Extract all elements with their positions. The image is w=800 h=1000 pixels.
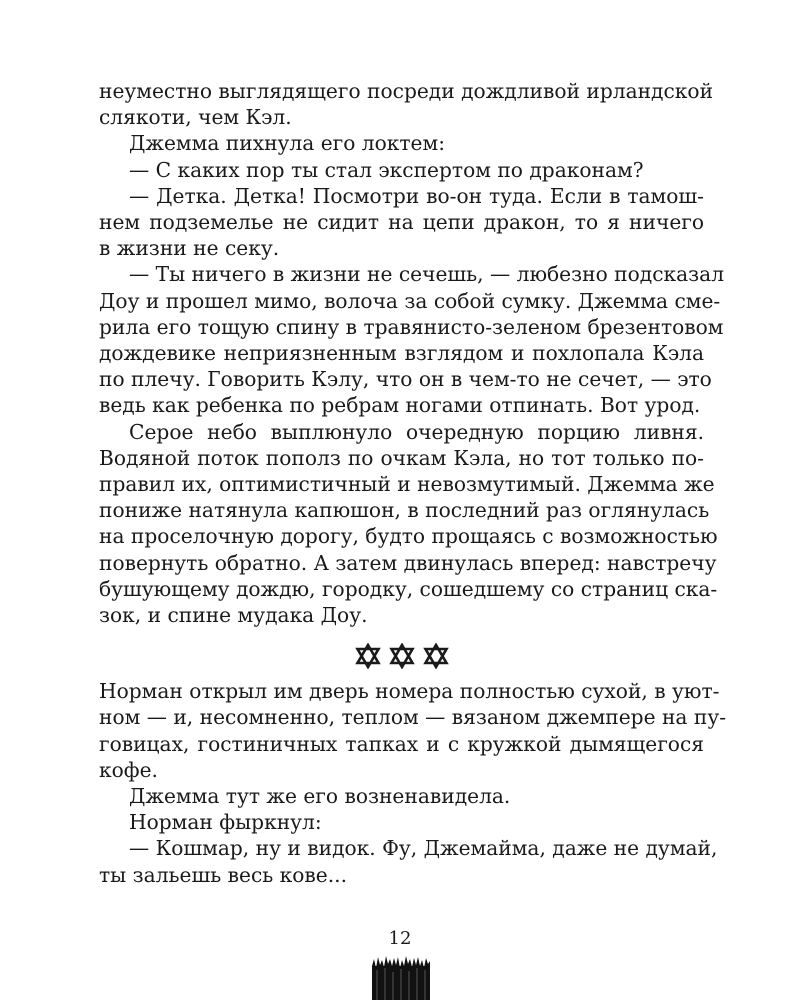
text-line: Джемма тут же его возненавидела. [129, 784, 511, 809]
text-line: слякоти, чем Кэл. [99, 105, 292, 130]
text-line: рила его тощую спину в травянисто-зеленом брезентовом [99, 314, 724, 339]
page-number: 12 [388, 928, 412, 949]
text-line: Джемма пихнула его локтем: [129, 131, 446, 156]
text-line: бушующему дождю, городку, сошедшему со страниц ска- [99, 576, 718, 601]
text-line: Норман фыркнул: [129, 810, 322, 835]
text-line: Водяной поток пополз по очкам Кэла, но тот только по- [99, 445, 704, 470]
text-line: кофе. [99, 757, 158, 782]
text-line: зок, и спине мудака Доу. [99, 603, 368, 628]
text-line: ты зальешь весь кове... [99, 862, 347, 887]
page-body [99, 78, 727, 888]
text-line: — С каких пор ты стал экспертом по драконам? [129, 157, 644, 182]
text-line: Доу и прошел мимо, волоча за собой сумку. Джемма сме- [99, 288, 721, 313]
text-line: повернуть обратно. А затем двинулась вперед: навстречу [99, 550, 717, 575]
text-line: Серое небо выплюнуло очередную порцию ливня. [129, 419, 704, 444]
text-line: по плечу. Говорить Кэлу, что он в чем-то не сечет, — это [99, 367, 712, 392]
text-line: дождевике неприязненным взглядом и похлопала Кэла [99, 341, 704, 366]
text-line: — Кошмар, ну и видок. Фу, Джемайма, даже не думай, [129, 836, 718, 861]
text-line: неуместно выглядящего посреди дождливой ирландской [99, 79, 714, 103]
page-edge-decoration [372, 956, 430, 1000]
text-line: Норман открыл им дверь номера полностью сухой, в уют- [99, 679, 720, 704]
text-line: ведь как ребенка по ребрам ногами отпинать. Вот урод. [99, 393, 701, 418]
star-of-david-icon [389, 643, 415, 669]
text-line: в жизни не секу. [99, 236, 280, 261]
text-line: на проселочную дорогу, будто прощаясь с возможностью [99, 524, 718, 549]
star-of-david-icon [355, 643, 381, 669]
text-line: правил их, оптимистичный и невозмутимый. Джемма же [99, 472, 715, 497]
text-line: — Ты ничего в жизни не сечешь, — любезно подсказал [129, 262, 725, 287]
text-line: говицах, гостиничных тапках и с кружкой дымящегося [99, 731, 704, 756]
text-line: нем подземелье не сидит на цепи дракон, то я ничего [99, 210, 704, 235]
text-line: пониже натянула капюшон, в последний раз оглянулась [99, 498, 710, 523]
text-line: ном — и, несомненно, теплом — вязаном джемпере на пу- [99, 705, 727, 730]
text-line: — Детка. Детка! Посмотри во-он туда. Если в тамош- [129, 183, 704, 208]
star-of-david-icon [423, 643, 449, 669]
section-break [99, 642, 704, 670]
